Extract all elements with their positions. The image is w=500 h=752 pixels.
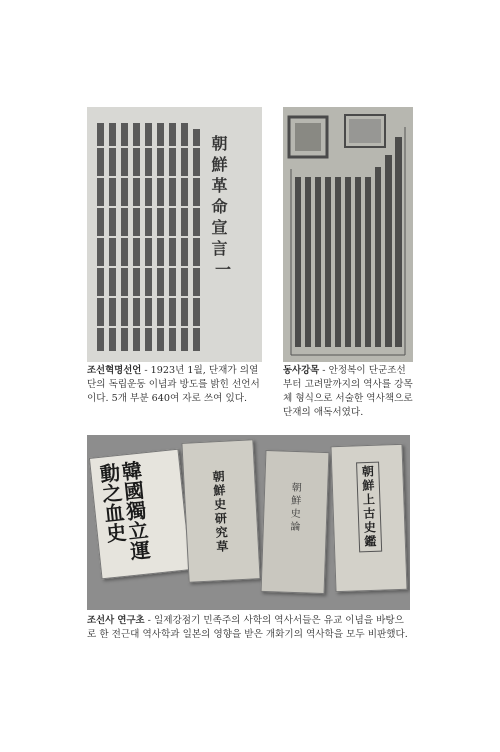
manifesto-photo xyxy=(87,107,262,362)
manifesto-text-columns xyxy=(87,107,262,362)
brush-title-text: 韓國獨立運動之血史 xyxy=(95,459,152,562)
manifesto-chapter: 一 xyxy=(215,260,232,279)
history-books-photo xyxy=(87,435,410,610)
dongsa-gangmok-photo xyxy=(283,107,413,362)
book-joseon-sanggosa xyxy=(330,444,407,592)
caption-manifesto xyxy=(87,364,263,406)
dongsa-gangmok-page xyxy=(283,107,413,362)
book-joseonsa-yeongucho xyxy=(181,439,260,583)
book-joseonsa-ron xyxy=(261,450,330,594)
caption-manifesto-text: - 1923년 1월, 단재가 의열단의 독립운동 이념과 방도를 밝힌 선언서이다. 5개 부분 640여 자로 쓰여 있다. xyxy=(87,365,260,404)
book-joseonsa-yeongucho-title: 朝鮮史研究草 xyxy=(210,469,230,555)
caption-history-books xyxy=(87,614,413,642)
caption-dongsa-gangmok-title: 동사강목 xyxy=(283,365,320,376)
book-joseon-sanggosa-title: 朝鮮上古史鑑 xyxy=(356,462,382,553)
manifesto-title: 朝鮮革命宣言 xyxy=(209,135,228,261)
caption-history-books-text: - 일제강점기 민족주의 사학의 역사서들은 유교 이념을 바탕으로 한 전근대 역사학과 일본의 영향을 받은 개화기의 역사학을 모두 비판했다. xyxy=(87,615,408,640)
book-joseonsa-ron-title: 朝鮮史論 xyxy=(287,481,301,535)
book-brush-title xyxy=(89,449,191,580)
caption-manifesto-title: 조선혁명선언 xyxy=(87,365,142,376)
caption-history-books-title: 조선사 연구초 xyxy=(87,615,145,626)
caption-dongsa-gangmok xyxy=(283,364,413,420)
caption-dongsa-gangmok-text: - 안정복이 단군조선부터 고려말까지의 역사를 강목체 형식으로 서술한 역사책으로 단재의 애독서였다. xyxy=(283,365,413,418)
